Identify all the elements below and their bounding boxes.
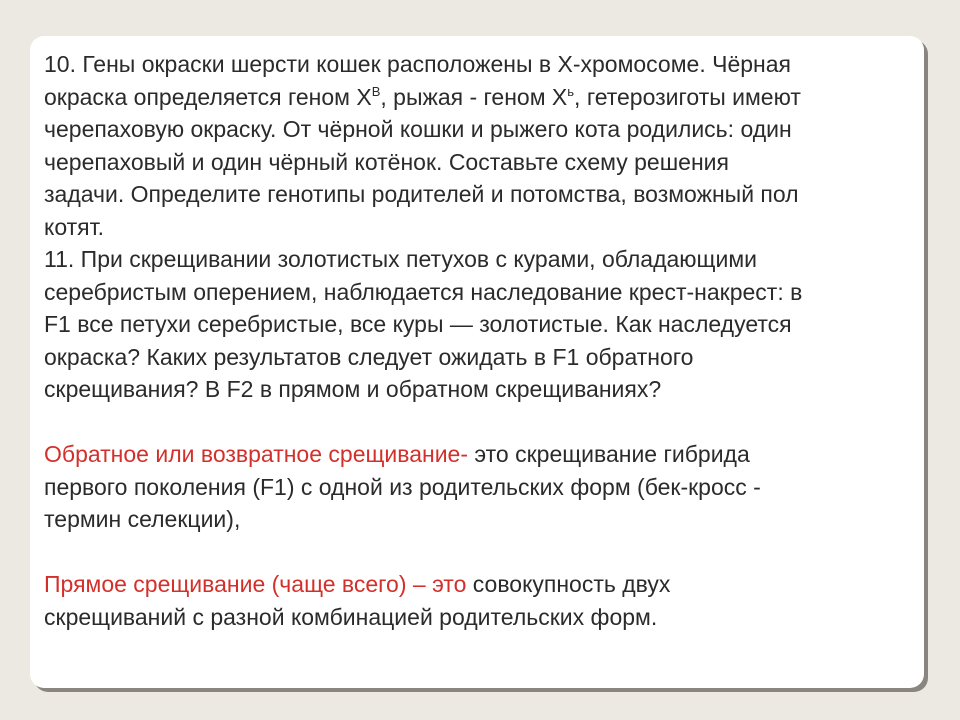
slide-text: [44, 48, 920, 633]
direct-cross-definition-line-2: скрещиваний с разной комбинацией родительских форм.: [44, 603, 658, 630]
task10-line-5: задачи. Определите генотипы родителей и потомства, возможный пол: [44, 181, 799, 207]
allele-black-sup: В: [371, 83, 381, 99]
backcross-term: Обратное или возвратное срещивание-: [44, 441, 469, 467]
task11-line-3: F1 все петухи серебристые, все куры — золотистые. Как наследуется: [44, 311, 792, 337]
spacer: [44, 406, 920, 439]
task10-line-2: [44, 81, 920, 114]
task10-line-4: черепаховый и один чёрный котёнок. Составьте схему решения: [44, 148, 729, 175]
task10-line-3: черепаховую окраску. От чёрной кошки и рыжего кота родились: один: [44, 116, 792, 142]
task10-line-6: котят.: [44, 213, 104, 240]
task10-line-2-part-a: окраска определяется геном Х: [44, 83, 372, 110]
task11-line-2: серебристым оперением, наблюдается наследование крест-накрест: в: [44, 278, 803, 305]
backcross-definition-text: это скрещивание гибрида: [468, 441, 750, 467]
direct-cross-definition-line-1: [44, 568, 920, 601]
backcross-definition-line-2: первого поколения (F1) с одной из родительских форм (бек-кросс -: [44, 473, 761, 500]
task11-line-4: окраска? Каких результатов следует ожидать в F1 обратного: [44, 343, 694, 370]
backcross-definition-line-3: термин селекции),: [44, 506, 241, 532]
allele-red-sup: ь: [567, 83, 575, 99]
task11-line-5: скрещивания? В F2 в прямом и обратном скрещиваниях?: [44, 376, 662, 402]
direct-cross-definition-text: совокупность двух: [466, 571, 671, 597]
direct-cross-term: Прямое срещивание (чаще всего) – это: [44, 571, 467, 597]
backcross-definition-line-1: [44, 438, 920, 471]
task10-line-1: 10. Гены окраски шерсти кошек расположены в Х-хромосоме. Чёрная: [44, 51, 791, 77]
task10-line-2-part-c: , гетерозиготы имеют: [574, 83, 801, 110]
spacer: [44, 536, 920, 569]
task10-line-2-part-b: , рыжая - геном Х: [380, 83, 568, 110]
task11-line-1: 11. При скрещивании золотистых петухов с курами, обладающими: [44, 246, 757, 272]
